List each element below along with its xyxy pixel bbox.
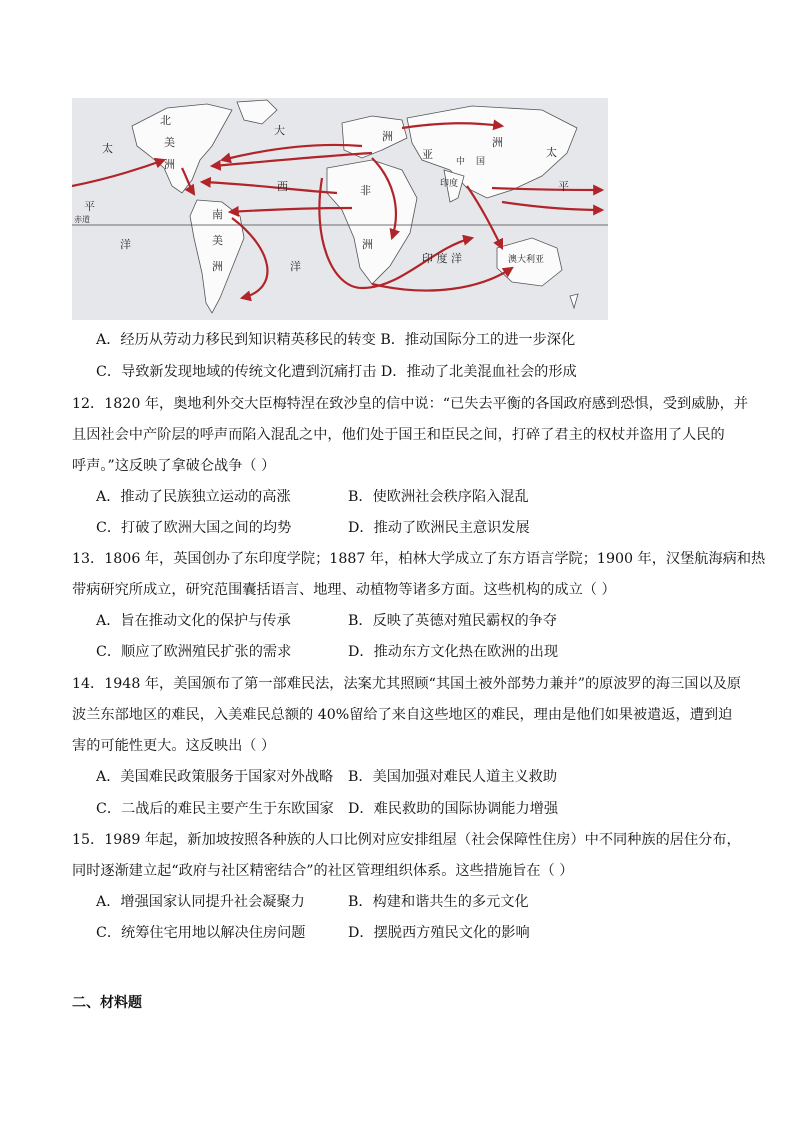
q14-option-a: A．美国难民政策服务于国家对外战略	[96, 769, 334, 785]
label-tai-left: 太	[102, 142, 113, 155]
q12-stem-line3: 呼声。”这反映了拿破仑战争（ ）	[72, 458, 276, 474]
q12-option-d: D．推动了欧洲民主意识发展	[348, 520, 530, 536]
q12-stem-line1: 12．1820 年，奥地利外交大臣梅特涅在致沙皇的信中说：“已失去平衡的各国政府感到恐惧，受到威胁，并	[72, 396, 748, 412]
label-zhou-africa: 洲	[362, 238, 373, 251]
label-xi: 西	[277, 180, 288, 193]
label-indian-ocean: 印 度 洋	[422, 252, 462, 265]
migration-map	[72, 98, 608, 320]
q13-option-c: C．顺应了欧洲殖民扩张的需求	[96, 644, 292, 660]
q14-stem-line2: 波兰东部地区的难民，入美难民总额的 40%留给了来自这些地区的难民，理由是他们如果被遣返，遭到迫	[72, 707, 733, 723]
label-asia-zhou: 洲	[492, 136, 503, 149]
label-ping-left: 平	[84, 200, 95, 213]
label-america-top: 美	[164, 136, 175, 149]
label-nan: 南	[212, 208, 223, 221]
q11-options-line2: C．导致新发现地域的传统文化遭到沉痛打击 D．推动了北美混血社会的形成	[96, 364, 577, 380]
label-europe-zhou: 洲	[382, 130, 393, 143]
label-fei: 非	[360, 184, 371, 197]
q15-stem-line1: 15．1989 年起，新加坡按照各种族的人口比例对应安排组屋（社会保障性住房）中不同种族的居住分布，	[72, 832, 741, 848]
label-mei: 美	[212, 234, 223, 247]
q11-options-line1: A．经历从劳动力移民到知识精英移民的转变 B．推动国际分工的进一步深化	[96, 332, 576, 348]
section-title: 二、材料题	[72, 995, 142, 1011]
label-ya: 亚	[422, 148, 433, 161]
q15-option-a: A．增强国家认同提升社会凝聚力	[96, 894, 305, 910]
q15-option-c: C．统筹住宅用地以解决住房问题	[96, 925, 306, 941]
q13-option-a: A．旨在推动文化的保护与传承	[96, 613, 291, 629]
label-yang-left: 洋	[120, 238, 131, 251]
q15-option-d: D．摆脱西方殖民文化的影响	[348, 925, 530, 941]
q12-option-a: A．推动了民族独立运动的高涨	[96, 489, 291, 505]
q14-stem-line3: 害的可能性更大。这反映出（ ）	[72, 738, 276, 754]
label-tai-right: 太	[546, 146, 557, 159]
q13-stem-line1: 13．1806 年，英国创办了东印度学院；1887 年，柏林大学成立了东方语言学院；1900 年，汉堡航海病和热	[72, 551, 766, 567]
label-zhou: 洲	[212, 260, 223, 273]
q13-option-d: D．推动东方文化热在欧洲的出现	[348, 644, 559, 660]
q13-stem-line2: 带病研究所成立，研究范围囊括语言、地理、动植物等诸多方面。这些机构的成立（ ）	[72, 582, 616, 598]
q14-stem-line1: 14．1948 年，美国颁布了第一部难民法，法案尤其照顾“其国土被外部势力兼并”的原波罗的海三国以及原	[72, 676, 742, 692]
q14-option-c: C．二战后的难民主要产生于东欧国家	[96, 801, 334, 817]
label-guo: 国	[476, 157, 486, 167]
q12-option-c: C．打破了欧洲大国之间的均势	[96, 520, 292, 536]
label-zhongguo: 中	[456, 157, 466, 167]
label-yang-mid: 洋	[290, 260, 301, 273]
label-yindu: 印度	[440, 179, 459, 189]
label-da: 大	[274, 124, 285, 137]
label-ping-right: 平	[558, 180, 569, 193]
q15-option-b: B．构建和谐共生的多元文化	[348, 894, 529, 910]
q12-option-b: B．使欧洲社会秩序陷入混乱	[348, 489, 529, 505]
label-equator: 赤道	[74, 215, 90, 224]
q13-option-b: B．反映了英德对殖民霸权的争夺	[348, 613, 558, 629]
q12-stem-line2: 且因社会中产阶层的呼声而陷入混乱之中，他们处于国王和臣民之间，打碎了君主的权杖并盗用了人民的	[72, 427, 725, 443]
label-australia: 澳大利亚	[508, 255, 545, 265]
q14-option-d: D．难民救助的国际协调能力增强	[348, 801, 559, 817]
q14-option-b: B．美国加强对难民人道主义救助	[348, 769, 558, 785]
q15-stem-line2: 同时逐渐建立起“政府与社区精密结合”的社区管理组织体系。这些措施旨在（ ）	[72, 863, 574, 879]
label-continent-a: 洲	[164, 158, 175, 171]
label-north: 北	[160, 114, 171, 127]
